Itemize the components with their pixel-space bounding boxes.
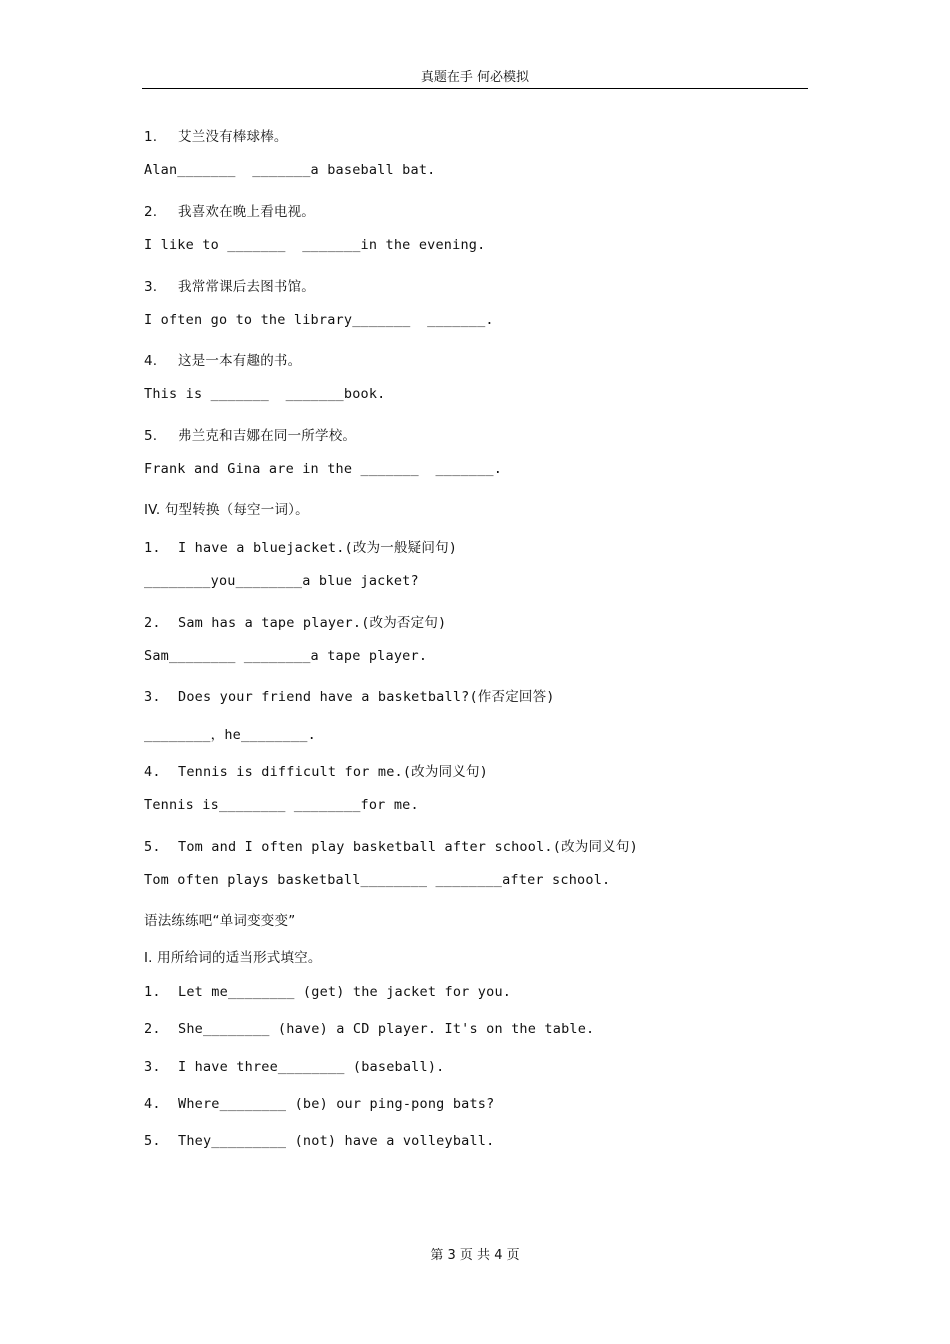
item-number: 4. — [144, 1096, 161, 1112]
translation-item-3-en: I often go to the library_______ _______. — [144, 312, 494, 328]
transform-item-3-answer: ________，he________. — [144, 727, 316, 743]
translation-item-5-en: Frank and Gina are in the _______ _______. — [144, 461, 503, 477]
fill-item-1: 1. Let me________ (get) the jacket for you. — [144, 984, 512, 1000]
translation-item-1-cn: 1. 艾兰没有棒球棒。 — [144, 129, 288, 145]
item-number: 5. — [144, 1133, 161, 1149]
transform-item-4-prompt: 4. Tennis is difficult for me.(改为同义句) — [144, 764, 489, 780]
fill-item-2: 2. She________ (have) a CD player. It's on the table. — [144, 1021, 595, 1037]
translation-item-2-cn: 2. 我喜欢在晚上看电视。 — [144, 204, 315, 220]
fill-item-3: 3. I have three________ (baseball). — [144, 1059, 445, 1075]
item-number: 3. — [144, 279, 158, 295]
item-number: 1. — [144, 129, 158, 145]
transform-item-4-answer: Tennis is________ ________for me. — [144, 797, 419, 813]
grammar-subtitle: I. 用所给词的适当形式填空。 — [144, 950, 322, 966]
item-number: 4. — [144, 353, 158, 369]
translation-item-3-cn: 3. 我常常课后去图书馆。 — [144, 279, 315, 295]
item-number: 4. — [144, 764, 161, 780]
transform-item-1-answer: ________you________a blue jacket? — [144, 573, 419, 589]
transform-item-5-answer: Tom often plays basketball________ ________after school. — [144, 872, 611, 888]
item-number: 5. — [144, 839, 161, 855]
item-number: 2. — [144, 615, 161, 631]
translation-item-4-cn: 4. 这是一本有趣的书。 — [144, 353, 302, 369]
item-number: 3. — [144, 689, 161, 705]
page-number: 第 3 页 共 4 页 — [430, 1248, 520, 1263]
translation-item-1-en: Alan_______ _______a baseball bat. — [144, 162, 436, 178]
translation-item-2-en: I like to _______ _______in the evening. — [144, 237, 486, 253]
item-number: 1. — [144, 984, 161, 1000]
transform-item-5-prompt: 5. Tom and I often play basketball after school.(改为同义句) — [144, 839, 638, 855]
fill-item-5: 5. They_________ (not) have a volleyball. — [144, 1133, 495, 1149]
transform-item-2-answer: Sam________ ________a tape player. — [144, 648, 428, 664]
item-number: 1. — [144, 540, 161, 556]
transform-item-3-prompt: 3. Does your friend have a basketball?(作否定回答) — [144, 689, 555, 705]
item-number: 2. — [144, 1021, 161, 1037]
item-number: 3. — [144, 1059, 161, 1075]
item-number: 2. — [144, 204, 158, 220]
fill-item-4: 4. Where________ (be) our ping-pong bats? — [144, 1096, 495, 1112]
transform-item-2-prompt: 2. Sam has a tape player.(改为否定句) — [144, 615, 447, 631]
section-iv-title: IV. 句型转换（每空一词）。 — [144, 502, 309, 518]
header-divider — [142, 88, 808, 89]
page-header: 真题在手 何必模拟 — [420, 70, 530, 85]
transform-item-1-prompt: 1. I have a bluejacket.(改为一般疑问句) — [144, 540, 458, 556]
translation-item-4-en: This is _______ _______book. — [144, 386, 386, 402]
item-number: 5. — [144, 428, 158, 444]
translation-item-5-cn: 5. 弗兰克和吉娜在同一所学校。 — [144, 428, 357, 444]
grammar-title: 语法练练吧“单词变变变” — [144, 913, 296, 929]
